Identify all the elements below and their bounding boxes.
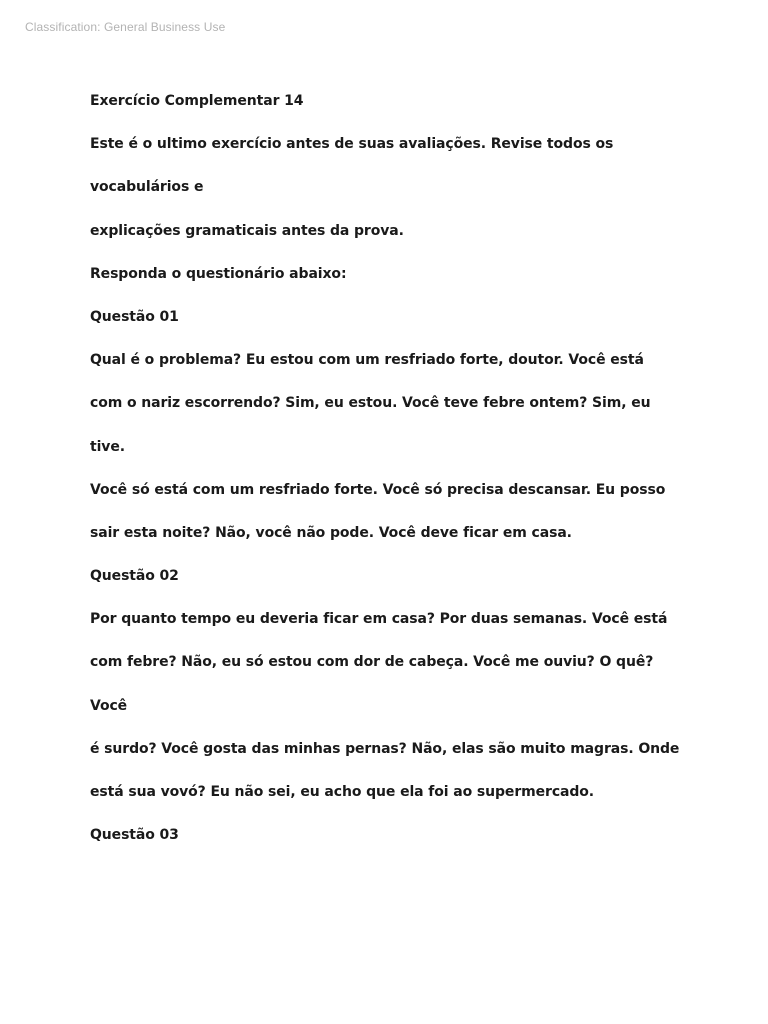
text-line: Qual é o problema? Eu estou com um resfriado forte, doutor. Você está — [90, 352, 644, 369]
text-line: com febre? Não, eu só estou com dor de cabeça. Você me ouviu? O quê? — [90, 654, 654, 671]
text-line: Este é o ultimo exercício antes de suas avaliações. Revise todos os — [90, 136, 614, 153]
text-line: está sua vovó? Eu não sei, eu acho que ela foi ao supermercado. — [90, 784, 595, 800]
text-line: com o nariz escorrendo? Sim, eu estou. Você teve febre ontem? Sim, eu — [90, 395, 651, 412]
classification-label: Classification: General Business Use — [25, 20, 226, 34]
text-line: Por quanto tempo eu deveria ficar em casa? Por duas semanas. Você está — [90, 611, 668, 628]
text-line: explicações gramaticais antes da prova. — [90, 222, 404, 239]
text-line: tive. — [90, 438, 125, 455]
document-body — [90, 86, 690, 863]
text-line: é surdo? Você gosta das minhas pernas? Não, elas são muito magras. Onde — [90, 740, 680, 757]
text-line: Você — [90, 697, 128, 714]
question-heading: Questão 03 — [90, 827, 179, 844]
question-heading: Questão 01 — [90, 308, 179, 325]
text-line: sair esta noite? Não, você não pode. Você deve ficar em casa. — [90, 524, 572, 541]
text-line: Responda o questionário abaixo: — [90, 265, 347, 282]
text-line: vocabulários e — [90, 179, 204, 196]
question-heading: Questão 02 — [90, 568, 179, 585]
text-line: Você só está com um resfriado forte. Você só precisa descansar. Eu posso — [90, 481, 666, 498]
document-title: Exercício Complementar 14 — [90, 93, 304, 109]
